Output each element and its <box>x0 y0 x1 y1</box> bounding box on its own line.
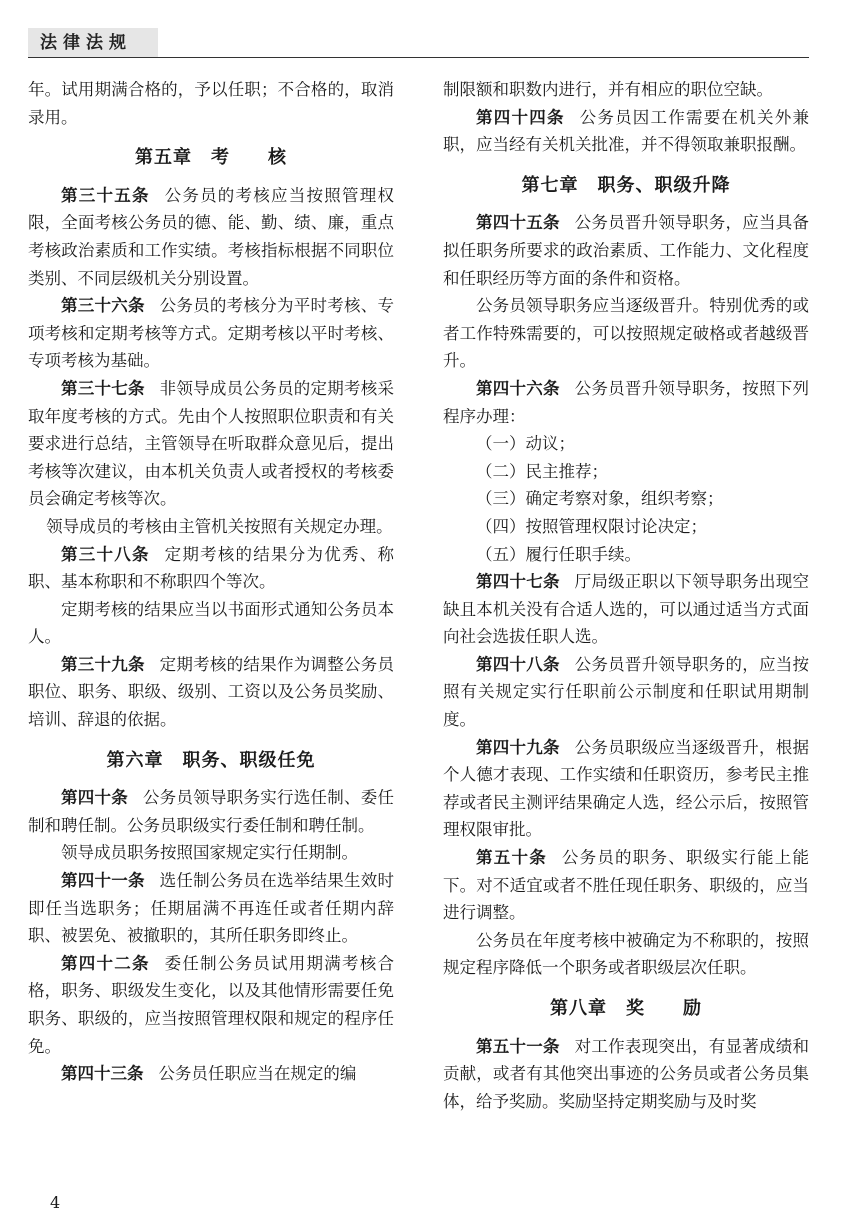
body-paragraph: （四）按照管理权限讨论决定； <box>476 516 707 536</box>
body-paragraph: 公务员在年度考核中被确定为不称职的，按照规定程序降低一个职务或者职级层次任职。 <box>443 930 809 978</box>
article-number: 第四十四条 <box>476 107 565 127</box>
body-paragraph: （二）民主推荐； <box>476 461 608 481</box>
article-text: 委任制公务员试用期满考核合格，职务、职级发生变化，以及其他情形需要任免职务、职级的，应当按照管理权限和规定的程序任免。 <box>28 953 395 1056</box>
article-text: 公务员晋升领导职务的，应当按照有关规定实行任职前公示制度和任职试用期制度。 <box>443 654 810 730</box>
body-paragraph: 制限额和职数内进行，并有相应的职位空缺。 <box>443 80 773 99</box>
body-paragraph: 定期考核的结果应当以书面形式通知公务员本人。 <box>28 599 394 647</box>
article-text: 定期考核的结果分为优秀、称职、基本称职和不称职四个等次。 <box>28 544 395 592</box>
article-number: 第四十一条 <box>61 871 145 891</box>
article-paragraph <box>28 950 394 1060</box>
article-number: 第三十七条 <box>61 378 145 398</box>
page-number: 4 <box>50 1193 61 1212</box>
chapter-heading: 第六章 职务、职级任免 <box>106 749 316 771</box>
article-text: 公务员晋升领导职务，按照下列程序办理： <box>443 378 810 426</box>
section-title: 法律法规 <box>40 33 132 53</box>
body-paragraph: （五）履行任职手续。 <box>476 544 641 564</box>
article-number: 第五十条 <box>476 848 547 868</box>
article-text: 对工作表现突出，有显著成绩和贡献，或者有其他突出事迹的公务员或者公务员集体，给予奖励。奖励坚持定期奖励与及时奖 <box>443 1036 810 1111</box>
article-number: 第三十五条 <box>61 185 150 205</box>
article-number: 第三十八条 <box>61 544 150 564</box>
article-text: 公务员因工作需要在机关外兼职，应当经有关机关批准，并不得领取兼职报酬。 <box>443 107 810 155</box>
article-paragraph <box>443 104 809 159</box>
article-number: 第五十一条 <box>476 1036 560 1056</box>
article-text: 公务员的职务、职级实行能上能下。对不适宜或者不胜任现任职务、职级的，应当进行调整。 <box>443 848 810 923</box>
article-text: 定期考核的结果作为调整公务员职位、职务、职级、级别、工资以及公务员奖励、培训、辞退的依据。 <box>28 654 395 730</box>
article-text: 非领导成员公务员的定期考核采取年度考核的方式。先由个人按照职位职责和有关要求进行总结，主管领导在听取群众意见后，提出考核等次建议，由本机关负责人或者授权的考核委员会确定考核等次。 <box>28 378 395 509</box>
article-number: 第四十九条 <box>476 737 560 757</box>
header-rule <box>28 57 809 58</box>
article-text: 公务员职级应当逐级晋升，根据个人德才表现、工作实绩和任职资历，参考民主推荐或者民主测评结果确定人选，经公示后，按照管理权限审批。 <box>443 737 810 840</box>
body-paragraph: 公务员领导职务应当逐级晋升。特别优秀的或者工作特殊需要的，可以按照规定破格或者越级晋升。 <box>443 296 809 371</box>
article-paragraph <box>443 734 809 844</box>
article-number: 第四十三条 <box>61 1064 144 1084</box>
article-paragraph <box>28 651 394 734</box>
article-text: 公务员任职应当在规定的编 <box>158 1064 357 1084</box>
article-text: 厅局级正职以下领导职务出现空缺且本机关没有合适人选的，可以通过适当方式面向社会选拔任职人选。 <box>443 572 810 647</box>
article-paragraph <box>28 541 394 596</box>
body-paragraph: （一）动议； <box>476 434 575 454</box>
body-paragraph: 领导成员的考核由主管机关按照有关规定办理。 <box>46 516 393 536</box>
chapter-heading: 第八章 奖 励 <box>550 998 702 1019</box>
body-paragraph: 领导成员职务按照国家规定实行任期制。 <box>61 843 358 863</box>
right-column <box>443 76 809 1115</box>
article-paragraph <box>28 292 394 375</box>
article-paragraph <box>443 1033 809 1116</box>
article-paragraph <box>443 844 809 927</box>
article-number: 第三十六条 <box>61 296 145 316</box>
article-number: 第四十八条 <box>476 654 560 674</box>
chapter-heading: 第五章 考 核 <box>135 147 287 169</box>
article-text: 公务员领导职务实行选任制、委任制和聘任制。公务员职级实行委任制和聘任制。 <box>28 788 395 835</box>
article-paragraph <box>28 182 394 292</box>
article-number: 第四十六条 <box>476 378 560 398</box>
article-paragraph <box>28 867 394 950</box>
article-paragraph <box>28 1060 394 1088</box>
article-text: 公务员的考核应当按照管理权限，全面考核公务员的德、能、勤、绩、廉，重点考核政治素质和工作实绩。考核指标根据不同职位类别、不同层级机关分别设置。 <box>28 185 395 288</box>
article-paragraph <box>443 651 809 734</box>
article-number: 第四十七条 <box>476 572 560 592</box>
chapter-heading: 第七章 职务、职级升降 <box>521 174 731 196</box>
article-paragraph <box>28 784 394 839</box>
article-number: 第四十五条 <box>476 213 560 233</box>
article-paragraph <box>28 375 394 513</box>
article-number: 第四十二条 <box>61 953 150 973</box>
article-number: 第三十九条 <box>61 654 145 674</box>
article-number: 第四十条 <box>61 788 129 808</box>
article-text: 公务员的考核分为平时考核、专项考核和定期考核等方式。定期考核以平时考核、专项考核为基础。 <box>28 296 395 371</box>
body-paragraph: 年。试用期满合格的，予以任职；不合格的，取消录用。 <box>28 80 394 127</box>
article-text: 公务员晋升领导职务，应当具备拟任职务所要求的政治素质、工作能力、文化程度和任职经历等方面的条件和资格。 <box>443 213 810 288</box>
article-text: 选任制公务员在选举结果生效时即任当选职务；任期届满不再连任或者任期内辞职、被罢免、被撤职的，其所任职务即终止。 <box>28 871 395 946</box>
body-paragraph: （三）确定考察对象，组织考察； <box>476 489 724 509</box>
left-column <box>28 76 394 1088</box>
article-paragraph <box>443 568 809 651</box>
article-paragraph <box>443 375 809 430</box>
article-paragraph <box>443 209 809 292</box>
